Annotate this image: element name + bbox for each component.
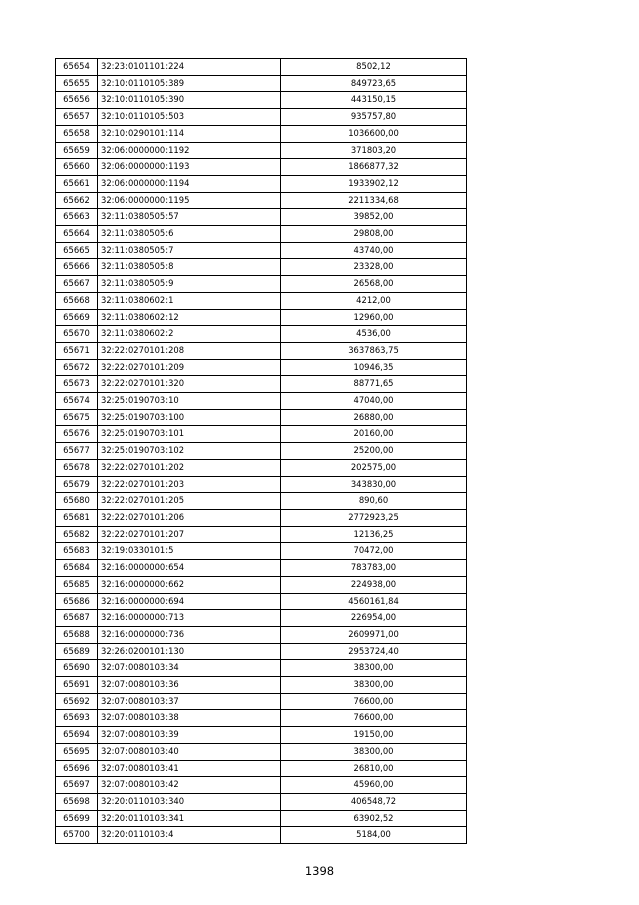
cadastral-value-cell: 88771,65 — [281, 376, 467, 393]
cadastral-number-cell: 32:16:0000000:736 — [98, 626, 281, 643]
row-number-cell: 65681 — [56, 509, 98, 526]
table-row — [56, 242, 467, 259]
table-row — [56, 59, 467, 76]
row-number-cell: 65677 — [56, 443, 98, 460]
row-number-cell: 65654 — [56, 59, 98, 76]
table-row — [56, 125, 467, 142]
cadastral-value-cell: 4560161,84 — [281, 593, 467, 610]
table-row — [56, 810, 467, 827]
cadastral-value-cell: 26810,00 — [281, 760, 467, 777]
cadastral-number-cell: 32:10:0110105:389 — [98, 75, 281, 92]
cadastral-number-cell: 32:22:0270101:203 — [98, 476, 281, 493]
table-row — [56, 610, 467, 627]
row-number-cell: 65699 — [56, 810, 98, 827]
cadastral-value-cell: 5184,00 — [281, 827, 467, 844]
row-number-cell: 65667 — [56, 276, 98, 293]
row-number-cell: 65686 — [56, 593, 98, 610]
row-number-cell: 65697 — [56, 777, 98, 794]
row-number-cell: 65656 — [56, 92, 98, 109]
cadastral-number-cell: 32:16:0000000:713 — [98, 610, 281, 627]
cadastral-value-cell: 935757,80 — [281, 109, 467, 126]
cadastral-number-cell: 32:11:0380505:8 — [98, 259, 281, 276]
row-number-cell: 65668 — [56, 292, 98, 309]
table-row — [56, 409, 467, 426]
cadastral-number-cell: 32:26:0200101:130 — [98, 643, 281, 660]
table-row — [56, 75, 467, 92]
cadastral-number-cell: 32:07:0080103:41 — [98, 760, 281, 777]
row-number-cell: 65670 — [56, 326, 98, 343]
cadastral-value-cell: 19150,00 — [281, 727, 467, 744]
cadastral-value-cell: 371803,20 — [281, 142, 467, 159]
table-row — [56, 509, 467, 526]
row-number-cell: 65685 — [56, 576, 98, 593]
row-number-cell: 65664 — [56, 226, 98, 243]
table-row — [56, 109, 467, 126]
cadastral-number-cell: 32:07:0080103:40 — [98, 743, 281, 760]
cadastral-number-cell: 32:16:0000000:654 — [98, 560, 281, 577]
cadastral-number-cell: 32:22:0270101:209 — [98, 359, 281, 376]
cadastral-value-cell: 224938,00 — [281, 576, 467, 593]
table-row — [56, 142, 467, 159]
row-number-cell: 65659 — [56, 142, 98, 159]
table-row — [56, 159, 467, 176]
row-number-cell: 65679 — [56, 476, 98, 493]
cadastral-number-cell: 32:22:0270101:202 — [98, 459, 281, 476]
cadastral-number-cell: 32:07:0080103:42 — [98, 777, 281, 794]
cadastral-value-cell: 76600,00 — [281, 710, 467, 727]
table-row — [56, 443, 467, 460]
row-number-cell: 65666 — [56, 259, 98, 276]
cadastral-number-cell: 32:22:0270101:205 — [98, 493, 281, 510]
cadastral-number-cell: 32:10:0110105:390 — [98, 92, 281, 109]
table-row — [56, 560, 467, 577]
cadastral-number-cell: 32:16:0000000:662 — [98, 576, 281, 593]
cadastral-number-cell: 32:07:0080103:34 — [98, 660, 281, 677]
table-row — [56, 226, 467, 243]
cadastral-value-cell: 63902,52 — [281, 810, 467, 827]
cadastral-number-cell: 32:07:0080103:36 — [98, 677, 281, 694]
row-number-cell: 65661 — [56, 175, 98, 192]
cadastral-number-cell: 32:06:0000000:1195 — [98, 192, 281, 209]
cadastral-number-cell: 32:22:0270101:208 — [98, 342, 281, 359]
cadastral-value-cell: 1933902,12 — [281, 175, 467, 192]
cadastral-value-cell: 226954,00 — [281, 610, 467, 627]
cadastral-number-cell: 32:11:0380505:57 — [98, 209, 281, 226]
cadastral-number-cell: 32:25:0190703:10 — [98, 393, 281, 410]
cadastral-value-cell: 2772923,25 — [281, 509, 467, 526]
row-number-cell: 65674 — [56, 393, 98, 410]
cadastral-number-cell: 32:11:0380505:6 — [98, 226, 281, 243]
table-row — [56, 760, 467, 777]
cadastral-value-cell: 202575,00 — [281, 459, 467, 476]
table-row — [56, 593, 467, 610]
cadastral-value-cell: 39852,00 — [281, 209, 467, 226]
row-number-cell: 65660 — [56, 159, 98, 176]
cadastral-number-cell: 32:25:0190703:102 — [98, 443, 281, 460]
cadastral-value-cell: 26880,00 — [281, 409, 467, 426]
row-number-cell: 65692 — [56, 693, 98, 710]
cadastral-value-cell: 29808,00 — [281, 226, 467, 243]
row-number-cell: 65693 — [56, 710, 98, 727]
cadastral-number-cell: 32:20:0110103:4 — [98, 827, 281, 844]
cadastral-value-cell: 8502,12 — [281, 59, 467, 76]
table-row — [56, 777, 467, 794]
row-number-cell: 65675 — [56, 409, 98, 426]
cadastral-number-cell: 32:10:0110105:503 — [98, 109, 281, 126]
cadastral-number-cell: 32:22:0270101:206 — [98, 509, 281, 526]
row-number-cell: 65680 — [56, 493, 98, 510]
row-number-cell: 65700 — [56, 827, 98, 844]
row-number-cell: 65657 — [56, 109, 98, 126]
row-number-cell: 65696 — [56, 760, 98, 777]
table-row — [56, 576, 467, 593]
table-row — [56, 476, 467, 493]
cadastral-number-cell: 32:06:0000000:1193 — [98, 159, 281, 176]
cadastral-value-cell: 45960,00 — [281, 777, 467, 794]
cadastral-value-cell: 38300,00 — [281, 677, 467, 694]
table-row — [56, 175, 467, 192]
table-row — [56, 309, 467, 326]
cadastral-number-cell: 32:25:0190703:100 — [98, 409, 281, 426]
row-number-cell: 65669 — [56, 309, 98, 326]
row-number-cell: 65658 — [56, 125, 98, 142]
cadastral-value-cell: 849723,65 — [281, 75, 467, 92]
table-row — [56, 92, 467, 109]
cadastral-number-cell: 32:23:0101101:224 — [98, 59, 281, 76]
cadastral-value-cell: 2953724,40 — [281, 643, 467, 660]
table-row — [56, 793, 467, 810]
row-number-cell: 65682 — [56, 526, 98, 543]
table-row — [56, 426, 467, 443]
table-row — [56, 359, 467, 376]
cadastral-number-cell: 32:20:0110103:340 — [98, 793, 281, 810]
cadastral-number-cell: 32:06:0000000:1192 — [98, 142, 281, 159]
cadastral-value-cell: 3637863,75 — [281, 342, 467, 359]
table-row — [56, 376, 467, 393]
row-number-cell: 65672 — [56, 359, 98, 376]
cadastral-value-cell: 10946,35 — [281, 359, 467, 376]
cadastral-value-cell: 443150,15 — [281, 92, 467, 109]
row-number-cell: 65673 — [56, 376, 98, 393]
cadastral-value-cell: 76600,00 — [281, 693, 467, 710]
table-row — [56, 526, 467, 543]
table-row — [56, 393, 467, 410]
table-row — [56, 710, 467, 727]
table-body — [56, 59, 467, 844]
cadastral-number-cell: 32:19:0330101:5 — [98, 543, 281, 560]
cadastral-value-cell: 1866877,32 — [281, 159, 467, 176]
row-number-cell: 65687 — [56, 610, 98, 627]
cadastral-number-cell: 32:11:0380602:1 — [98, 292, 281, 309]
row-number-cell: 65698 — [56, 793, 98, 810]
cadastral-number-cell: 32:07:0080103:39 — [98, 727, 281, 744]
row-number-cell: 65684 — [56, 560, 98, 577]
row-number-cell: 65688 — [56, 626, 98, 643]
row-number-cell: 65665 — [56, 242, 98, 259]
table-row — [56, 493, 467, 510]
cadastral-value-cell: 70472,00 — [281, 543, 467, 560]
table-row — [56, 727, 467, 744]
cadastral-value-cell: 4212,00 — [281, 292, 467, 309]
row-number-cell: 65663 — [56, 209, 98, 226]
page-number: 1398 — [304, 864, 335, 878]
cadastral-value-cell: 43740,00 — [281, 242, 467, 259]
table-row — [56, 259, 467, 276]
table-row — [56, 543, 467, 560]
cadastral-value-cell: 26568,00 — [281, 276, 467, 293]
table-row — [56, 292, 467, 309]
row-number-cell: 65683 — [56, 543, 98, 560]
cadastral-value-cell: 25200,00 — [281, 443, 467, 460]
table-row — [56, 743, 467, 760]
cadastral-number-cell: 32:11:0380602:2 — [98, 326, 281, 343]
row-number-cell: 65694 — [56, 727, 98, 744]
cadastral-value-cell: 47040,00 — [281, 393, 467, 410]
cadastral-value-cell: 38300,00 — [281, 743, 467, 760]
cadastral-number-cell: 32:25:0190703:101 — [98, 426, 281, 443]
cadastral-number-cell: 32:06:0000000:1194 — [98, 175, 281, 192]
cadastral-number-cell: 32:16:0000000:694 — [98, 593, 281, 610]
row-number-cell: 65689 — [56, 643, 98, 660]
row-number-cell: 65662 — [56, 192, 98, 209]
cadastral-number-cell: 32:11:0380505:9 — [98, 276, 281, 293]
cadastral-value-cell: 1036600,00 — [281, 125, 467, 142]
cadastral-value-cell: 343830,00 — [281, 476, 467, 493]
cadastral-value-cell: 890,60 — [281, 493, 467, 510]
table-row — [56, 827, 467, 844]
cadastral-number-cell: 32:22:0270101:320 — [98, 376, 281, 393]
cadastral-value-cell: 20160,00 — [281, 426, 467, 443]
table-row — [56, 660, 467, 677]
row-number-cell: 65678 — [56, 459, 98, 476]
cadastral-number-cell: 32:07:0080103:37 — [98, 693, 281, 710]
table-row — [56, 677, 467, 694]
cadastral-value-cell: 12136,25 — [281, 526, 467, 543]
row-number-cell: 65690 — [56, 660, 98, 677]
table-row — [56, 643, 467, 660]
cadastral-number-cell: 32:11:0380602:12 — [98, 309, 281, 326]
row-number-cell: 65691 — [56, 677, 98, 694]
table-row — [56, 276, 467, 293]
cadastral-value-cell: 12960,00 — [281, 309, 467, 326]
table-row — [56, 626, 467, 643]
cadastral-number-cell: 32:07:0080103:38 — [98, 710, 281, 727]
table-row — [56, 459, 467, 476]
cadastral-value-cell: 38300,00 — [281, 660, 467, 677]
cadastral-value-cell: 4536,00 — [281, 326, 467, 343]
cadastral-number-cell: 32:22:0270101:207 — [98, 526, 281, 543]
cadastral-value-cell: 2211334,68 — [281, 192, 467, 209]
table-row — [56, 192, 467, 209]
cadastral-value-table — [55, 58, 467, 844]
row-number-cell: 65671 — [56, 342, 98, 359]
cadastral-value-cell: 406548,72 — [281, 793, 467, 810]
row-number-cell: 65655 — [56, 75, 98, 92]
table-row — [56, 209, 467, 226]
table-row — [56, 326, 467, 343]
row-number-cell: 65695 — [56, 743, 98, 760]
cadastral-number-cell: 32:20:0110103:341 — [98, 810, 281, 827]
cadastral-number-cell: 32:11:0380505:7 — [98, 242, 281, 259]
cadastral-number-cell: 32:10:0290101:114 — [98, 125, 281, 142]
table-row — [56, 342, 467, 359]
table-row — [56, 693, 467, 710]
cadastral-value-cell: 2609971,00 — [281, 626, 467, 643]
cadastral-value-cell: 23328,00 — [281, 259, 467, 276]
cadastral-value-cell: 783783,00 — [281, 560, 467, 577]
row-number-cell: 65676 — [56, 426, 98, 443]
